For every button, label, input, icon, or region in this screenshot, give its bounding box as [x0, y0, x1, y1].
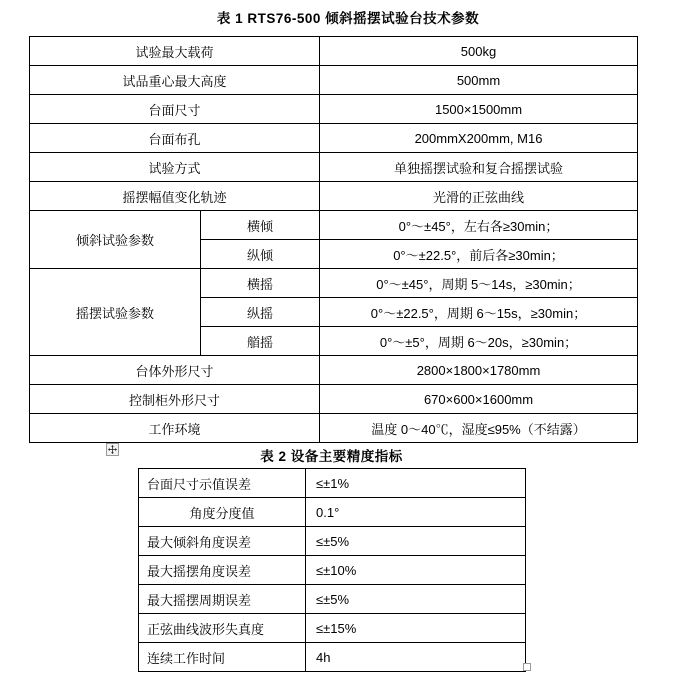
- spec-value-cell[interactable]: ≤±5%: [306, 527, 526, 556]
- param-value-cell[interactable]: 温度 0～40℃，湿度≤95%（不结露）: [320, 414, 638, 443]
- table-row: [30, 66, 638, 95]
- table-row: [30, 153, 638, 182]
- param-value-cell[interactable]: 单独摇摆试验和复合摇摆试验: [320, 153, 638, 182]
- table-row: [30, 211, 638, 240]
- table1-caption: 表 1 RTS76-500 倾斜摇摆试验台技术参数: [216, 11, 480, 26]
- sub-label-cell[interactable]: 纵摇: [201, 298, 320, 327]
- table-row: [30, 95, 638, 124]
- spec-value-cell[interactable]: 0.1°: [306, 498, 526, 527]
- table-row: [30, 182, 638, 211]
- sub-label-cell[interactable]: 横摇: [201, 269, 320, 298]
- table1-tech-params: [29, 36, 638, 443]
- spec-label-cell[interactable]: 角度分度值: [139, 498, 306, 527]
- param-value-cell[interactable]: 670×600×1600mm: [320, 385, 638, 414]
- param-value-cell[interactable]: 200mmX200mm, M16: [320, 124, 638, 153]
- param-value-cell[interactable]: 0°～±45°，左右各≥30min；: [320, 211, 638, 240]
- spec-value-cell[interactable]: ≤±5%: [306, 585, 526, 614]
- param-value-cell[interactable]: 1500×1500mm: [320, 95, 638, 124]
- param-value-cell[interactable]: 0°～±5°，周期 6～20s，≥30min；: [320, 327, 638, 356]
- param-label-cell[interactable]: 摇摆幅值变化轨迹: [30, 182, 320, 211]
- table-row: [139, 498, 526, 527]
- spec-value-cell[interactable]: ≤±1%: [306, 469, 526, 498]
- table2-caption: 表 2 设备主要精度指标: [260, 449, 403, 464]
- table-row: [139, 614, 526, 643]
- sub-label-cell[interactable]: 横倾: [201, 211, 320, 240]
- table-row: [139, 556, 526, 585]
- param-value-cell[interactable]: 0°～±22.5°，前后各≥30min；: [320, 240, 638, 269]
- spec-label-cell[interactable]: 连续工作时间: [139, 643, 306, 672]
- table-row: [30, 356, 638, 385]
- spec-label-cell[interactable]: 正弦曲线波形失真度: [139, 614, 306, 643]
- table-row: [30, 37, 638, 66]
- spec-value-cell[interactable]: ≤±15%: [306, 614, 526, 643]
- table-row: [30, 385, 638, 414]
- param-label-cell[interactable]: 台体外形尺寸: [30, 356, 320, 385]
- sub-label-cell[interactable]: 纵倾: [201, 240, 320, 269]
- param-value-cell[interactable]: 光滑的正弦曲线: [320, 182, 638, 211]
- spec-value-cell[interactable]: ≤±10%: [306, 556, 526, 585]
- spec-label-cell[interactable]: 最大摇摆周期误差: [139, 585, 306, 614]
- param-label-cell[interactable]: 试验最大载荷: [30, 37, 320, 66]
- spec-value-cell[interactable]: 4h: [306, 643, 526, 672]
- param-label-cell[interactable]: 台面布孔: [30, 124, 320, 153]
- param-value-cell[interactable]: 0°～±22.5°，周期 6～15s，≥30min；: [320, 298, 638, 327]
- table-row: [30, 269, 638, 298]
- param-label-cell[interactable]: 控制柜外形尺寸: [30, 385, 320, 414]
- group-label-cell[interactable]: 摇摆试验参数: [30, 269, 201, 356]
- param-value-cell[interactable]: 500mm: [320, 66, 638, 95]
- table-row: [139, 643, 526, 672]
- table-row: [139, 469, 526, 498]
- param-value-cell[interactable]: 0°～±45°，周期 5～14s，≥30min；: [320, 269, 638, 298]
- table-row: [30, 414, 638, 443]
- four-direction-arrow-icon: [108, 445, 117, 454]
- spec-label-cell[interactable]: 最大倾斜角度误差: [139, 527, 306, 556]
- param-label-cell[interactable]: 台面尺寸: [30, 95, 320, 124]
- table-row: [30, 124, 638, 153]
- sub-label-cell[interactable]: 艏摇: [201, 327, 320, 356]
- param-value-cell[interactable]: 2800×1800×1780mm: [320, 356, 638, 385]
- group-label-cell[interactable]: 倾斜试验参数: [30, 211, 201, 269]
- table-row: [139, 585, 526, 614]
- param-value-cell[interactable]: 500kg: [320, 37, 638, 66]
- param-label-cell[interactable]: 工作环境: [30, 414, 320, 443]
- table2-resize-handle[interactable]: [523, 663, 531, 671]
- spec-label-cell[interactable]: 台面尺寸示值误差: [139, 469, 306, 498]
- spec-label-cell[interactable]: 最大摇摆角度误差: [139, 556, 306, 585]
- table-row: [139, 527, 526, 556]
- table2-move-handle[interactable]: [106, 443, 119, 456]
- table2-precision-specs: [138, 468, 526, 672]
- param-label-cell[interactable]: 试验方式: [30, 153, 320, 182]
- param-label-cell[interactable]: 试品重心最大高度: [30, 66, 320, 95]
